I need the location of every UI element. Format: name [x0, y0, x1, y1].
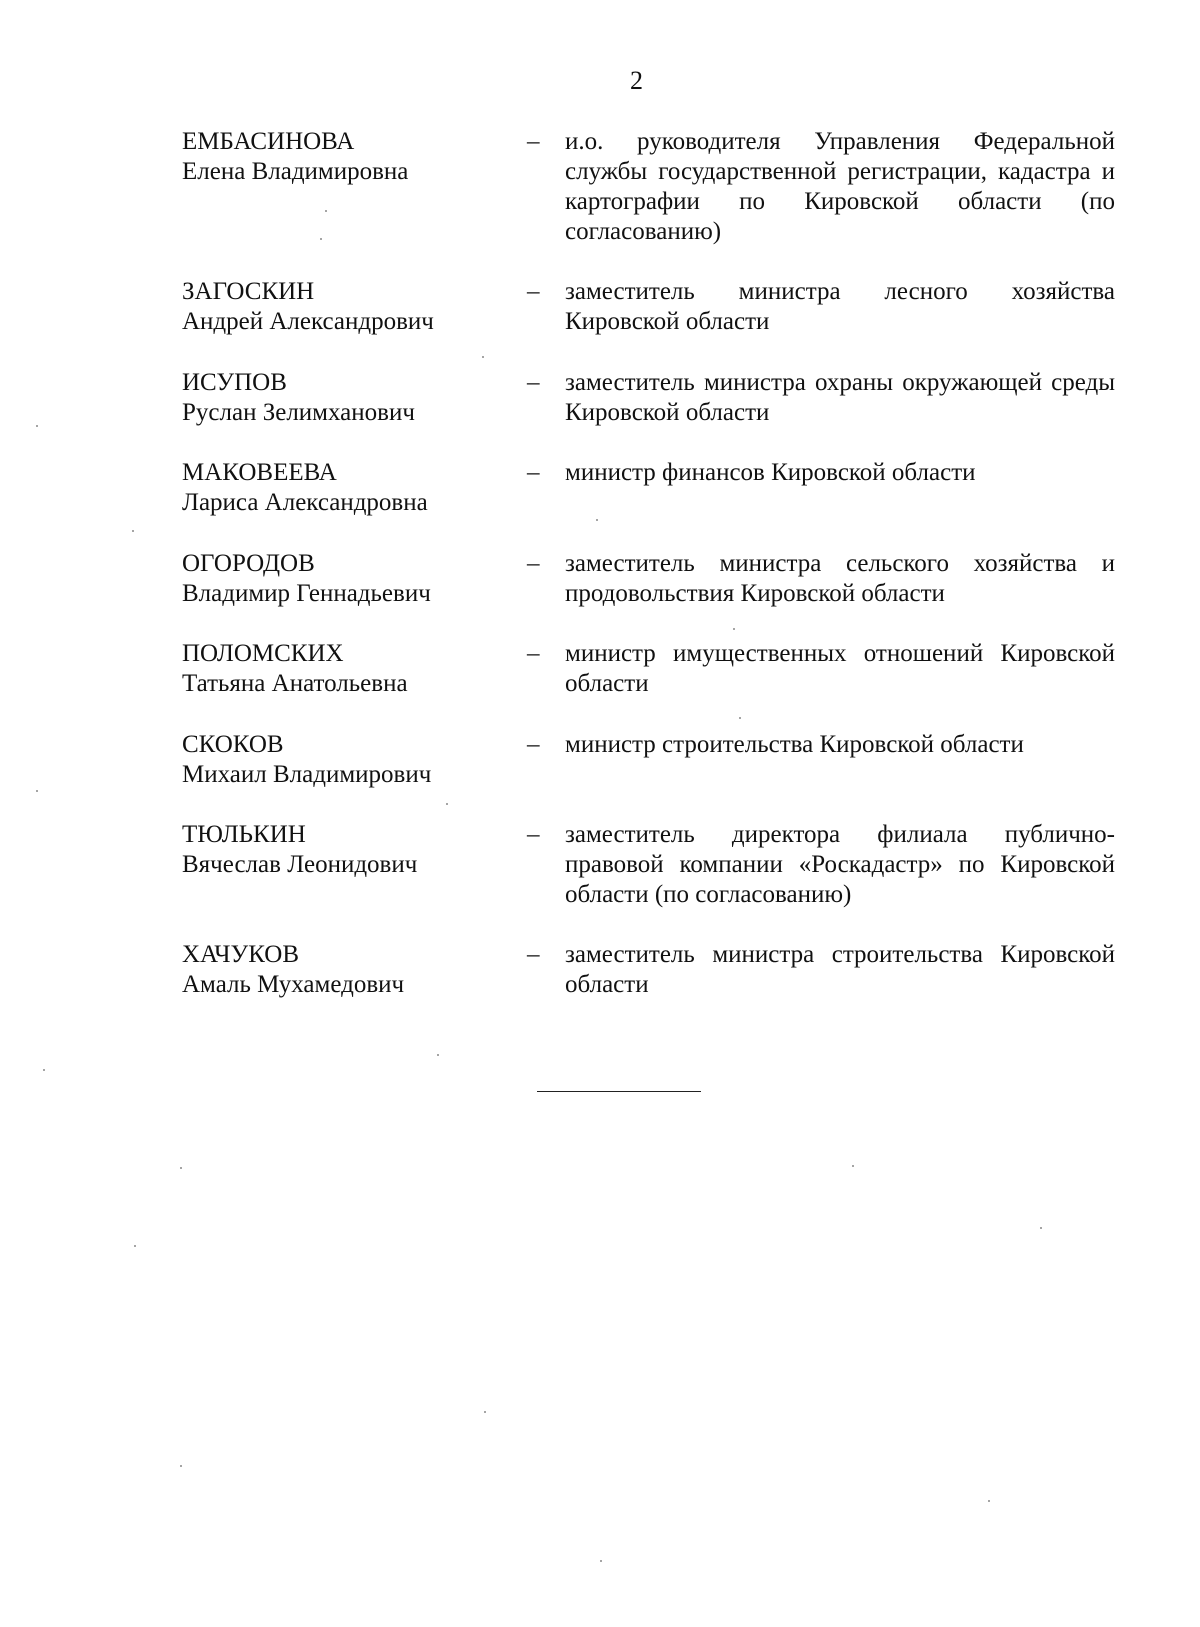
member-position: министр финансов Кировской области [565, 459, 976, 486]
end-of-list-rule [537, 1091, 701, 1092]
member-given-name: Лариса Александровна [182, 489, 428, 516]
page-number: 2 [630, 66, 643, 95]
member-surname: ХАЧУКОВ [182, 941, 300, 968]
member-position: заместитель министра лесного хозяйства Кировской области [565, 278, 1115, 335]
dash-separator: – [527, 640, 540, 667]
member-name [182, 277, 502, 337]
list-item [182, 639, 1122, 730]
member-position: заместитель министра сельского хозяйства и продовольствия Кировской области [565, 550, 1115, 607]
dash-separator: – [527, 128, 540, 155]
member-position: министр имущественных отношений Кировской области [565, 640, 1115, 697]
list-item [182, 549, 1122, 639]
dash-separator: – [527, 731, 540, 758]
member-position: заместитель директора филиала публично-правовой компании «Роскадастр» по Кировской области (по согласованию) [565, 821, 1115, 908]
member-list [182, 127, 1122, 1030]
member-surname: МАКОВЕЕВА [182, 459, 337, 486]
member-surname: СКОКОВ [182, 731, 284, 758]
member-name [182, 368, 502, 428]
list-item [182, 730, 1122, 820]
member-name [182, 820, 502, 880]
list-item [182, 368, 1122, 458]
member-position: заместитель министра охраны окружающей среды Кировской области [565, 369, 1115, 426]
list-item [182, 820, 1122, 940]
member-surname: ЗАГОСКИН [182, 278, 315, 305]
member-position: министр строительства Кировской области [565, 731, 1024, 758]
dash-separator: – [527, 821, 540, 848]
dash-separator: – [527, 278, 540, 305]
member-name [182, 730, 502, 790]
member-given-name: Амаль Мухамедович [182, 971, 405, 998]
member-surname: ПОЛОМСКИХ [182, 640, 344, 667]
member-name [182, 639, 502, 699]
member-surname: ИСУПОВ [182, 369, 287, 396]
member-surname: ОГОРОДОВ [182, 550, 315, 577]
member-given-name: Руслан Зелимханович [182, 399, 415, 426]
member-name [182, 940, 502, 1000]
dash-separator: – [527, 550, 540, 577]
member-given-name: Владимир Геннадьевич [182, 580, 431, 607]
dash-separator: – [527, 459, 540, 486]
member-name [182, 549, 502, 609]
member-position: заместитель министра строительства Кировской области [565, 941, 1115, 998]
member-given-name: Елена Владимировна [182, 158, 409, 185]
member-position: и.о. руководителя Управления Федеральной службы государственной регистрации, кадастра и картографии по Кировской области (по согласованию) [565, 128, 1115, 245]
dash-separator: – [527, 369, 540, 396]
member-given-name: Вячеслав Леонидович [182, 851, 418, 878]
list-item [182, 127, 1122, 277]
member-surname: ЕМБАСИНОВА [182, 128, 355, 155]
list-item [182, 458, 1122, 549]
list-item [182, 277, 1122, 368]
member-given-name: Михаил Владимирович [182, 761, 432, 788]
member-name [182, 458, 502, 518]
member-given-name: Татьяна Анатольевна [182, 670, 408, 697]
list-item [182, 940, 1122, 1030]
member-surname: ТЮЛЬКИН [182, 821, 306, 848]
member-name [182, 127, 502, 187]
member-given-name: Андрей Александрович [182, 308, 434, 335]
dash-separator: – [527, 941, 540, 968]
